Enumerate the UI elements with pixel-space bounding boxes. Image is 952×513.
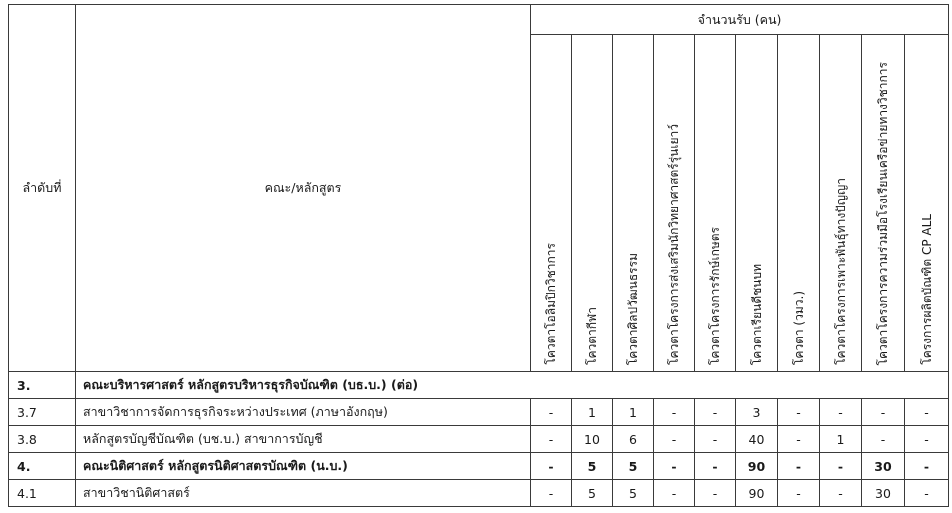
quota-cell: 90 xyxy=(736,480,778,507)
quota-column-header xyxy=(613,35,654,372)
quota-cell: - xyxy=(905,426,949,453)
quota-column-header xyxy=(736,35,778,372)
quota-column-header xyxy=(531,35,572,372)
admission-quota-table xyxy=(8,4,949,507)
quota-column-header xyxy=(695,35,736,372)
table-row xyxy=(9,480,949,507)
quota-column-label: โควตาโครงการรักษ์เกษตร xyxy=(708,226,722,365)
quota-column-header xyxy=(862,35,905,372)
quota-cell: 40 xyxy=(736,426,778,453)
quota-cell: - xyxy=(531,399,572,426)
program-column-header: คณะ/หลักสูตร xyxy=(76,5,531,372)
row-number: 4.1 xyxy=(9,480,76,507)
row-number: 3.8 xyxy=(9,426,76,453)
order-column-header: ลำดับที่ xyxy=(9,5,76,372)
quota-column-label: โครงการผลิตบัณฑิต CP ALL xyxy=(919,214,934,365)
quota-cell: 10 xyxy=(572,426,613,453)
quota-column-label: โควตาโอลิมปิกวิชาการ xyxy=(544,243,558,365)
program-name: สาขาวิชานิติศาสตร์ xyxy=(76,480,531,507)
quota-column-label: โควตากีฬา xyxy=(585,307,599,365)
quota-cell: - xyxy=(820,480,862,507)
quota-column-header xyxy=(654,35,695,372)
quota-column-label: โควตาโครงการส่งเสริมนักวิทยาศาสตร์รุ่นเยาว์ xyxy=(667,124,681,365)
quota-column-header xyxy=(572,35,613,372)
quota-cell: 6 xyxy=(613,426,654,453)
row-number: 3. xyxy=(9,372,76,399)
quota-cell: - xyxy=(695,480,736,507)
quota-cell: - xyxy=(695,453,736,480)
table-body xyxy=(9,372,949,507)
table-row xyxy=(9,399,949,426)
table-row xyxy=(9,372,949,399)
quota-cell: 30 xyxy=(862,453,905,480)
quota-cell: 90 xyxy=(736,453,778,480)
quota-column-header xyxy=(778,35,820,372)
quota-cell: - xyxy=(778,426,820,453)
quota-cell: - xyxy=(654,426,695,453)
quota-cell: 5 xyxy=(613,453,654,480)
quota-cell: - xyxy=(820,399,862,426)
quota-group-header: จำนวนรับ (คน) xyxy=(531,5,949,35)
table-row xyxy=(9,453,949,480)
quota-column-label: โควตาศิลปวัฒนธรรม xyxy=(626,252,640,365)
quota-column-header xyxy=(820,35,862,372)
quota-cell: 1 xyxy=(820,426,862,453)
quota-column-label: โควตาโครงการความร่วมมือโรงเรียนเครือข่ายทางวิชาการ xyxy=(876,61,890,365)
quota-cell: 3 xyxy=(736,399,778,426)
quota-cell: - xyxy=(531,480,572,507)
quota-cell: - xyxy=(905,453,949,480)
quota-cell: 1 xyxy=(613,399,654,426)
row-number: 4. xyxy=(9,453,76,480)
quota-cell: - xyxy=(695,399,736,426)
admission-quota-table-page xyxy=(8,4,948,509)
quota-column-label: โควตาโครงการเพาะพันธุ์ทางปัญญา xyxy=(833,178,848,365)
program-name: คณะบริหารศาสตร์ หลักสูตรบริหารธุรกิจบัณฑิต (บธ.บ.) (ต่อ) xyxy=(76,372,949,399)
quota-cell: 5 xyxy=(613,480,654,507)
table-row xyxy=(9,426,949,453)
quota-cell: - xyxy=(654,453,695,480)
quota-cell: 1 xyxy=(572,399,613,426)
program-name: หลักสูตรบัญชีบัณฑิต (บช.บ.) สาขาการบัญชี xyxy=(76,426,531,453)
quota-column-label: โควตา (วมว.) xyxy=(791,290,806,365)
quota-cell: - xyxy=(654,399,695,426)
quota-column-header xyxy=(905,35,949,372)
quota-cell: 5 xyxy=(572,453,613,480)
row-number: 3.7 xyxy=(9,399,76,426)
quota-cell: - xyxy=(778,453,820,480)
quota-cell: - xyxy=(820,453,862,480)
program-name: คณะนิติศาสตร์ หลักสูตรนิติศาสตรบัณฑิต (น.บ.) xyxy=(76,453,531,480)
quota-cell: - xyxy=(905,480,949,507)
quota-cell: - xyxy=(778,480,820,507)
quota-cell: - xyxy=(862,399,905,426)
quota-cell: - xyxy=(862,426,905,453)
program-name: สาขาวิชาการจัดการธุรกิจระหว่างประเทศ (ภาษาอังกฤษ) xyxy=(76,399,531,426)
table-header xyxy=(9,5,949,372)
quota-cell: - xyxy=(695,426,736,453)
quota-cell: 30 xyxy=(862,480,905,507)
quota-cell: - xyxy=(905,399,949,426)
quota-column-label: โควตาเรียนดีชนบท xyxy=(749,263,764,365)
quota-cell: 5 xyxy=(572,480,613,507)
quota-cell: - xyxy=(778,399,820,426)
quota-cell: - xyxy=(531,453,572,480)
quota-cell: - xyxy=(654,480,695,507)
quota-cell: - xyxy=(531,426,572,453)
